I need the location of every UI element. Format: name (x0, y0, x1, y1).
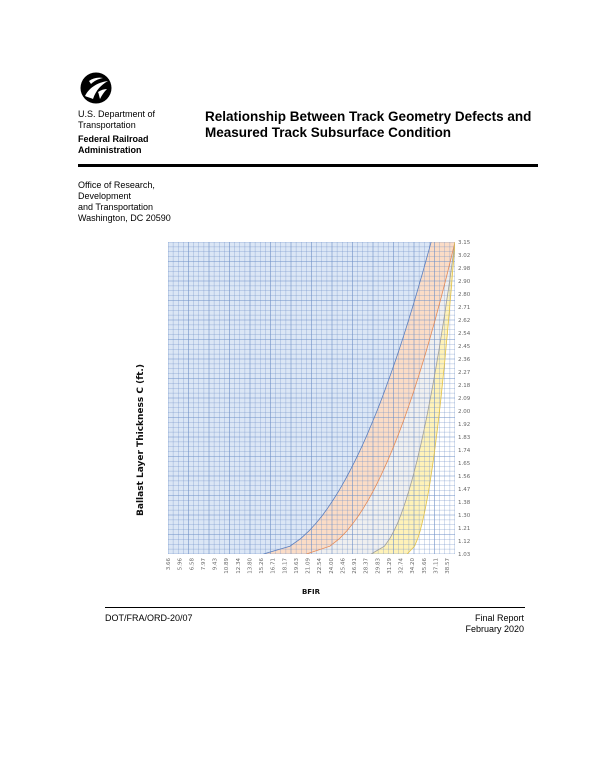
y-tick-label: 2.18 (458, 383, 471, 389)
report-title: Relationship Between Track Geometry Defects and Measured Track Subsurface Condition (205, 109, 532, 140)
header-divider (78, 164, 538, 167)
y-tick-label: 2.71 (458, 305, 471, 311)
report-date: February 2020 (465, 624, 524, 634)
x-tick-label: 7.97 (200, 558, 207, 571)
x-tick-label: 16.71 (270, 558, 277, 574)
x-tick-label: 19.63 (293, 558, 300, 574)
x-tick-label: 25.46 (340, 558, 347, 574)
dot-logo-icon (80, 72, 112, 104)
department-name: U.S. Department of Transportation (78, 109, 156, 130)
x-tick-label: 31.29 (386, 558, 393, 574)
y-tick-label: 2.98 (458, 266, 471, 272)
y-tick-label: 2.62 (458, 318, 471, 324)
y-tick-label: 3.02 (458, 253, 471, 259)
x-tick-label: 22.54 (317, 558, 324, 574)
y-tick-label: 3.15 (458, 240, 471, 246)
x-tick-label: 5.96 (177, 558, 184, 571)
y-tick-label: 1.65 (458, 461, 471, 467)
y-tick-label: 1.56 (458, 474, 471, 480)
footer-divider (105, 607, 525, 608)
office-line-3: Washington, DC 20590 (78, 213, 171, 223)
x-tick-label: 10.89 (224, 558, 231, 574)
report-type: Final Report (474, 613, 524, 623)
x-axis-label: BFIR (301, 588, 321, 596)
y-tick-label: 2.54 (458, 331, 471, 337)
y-tick-label: 2.90 (458, 279, 471, 285)
y-tick-label: 2.00 (458, 409, 471, 415)
x-tick-label: 18.17 (282, 558, 289, 574)
y-tick-label: 1.03 (458, 552, 471, 558)
office-line-2: and Transportation (78, 202, 154, 212)
y-tick-label: 1.12 (458, 539, 471, 545)
x-tick-label: 21.09 (305, 558, 312, 574)
x-tick-label: 37.11 (433, 558, 440, 574)
report-number: DOT/FRA/ORD-20/07 (105, 613, 193, 623)
x-tick-label: 35.66 (421, 558, 428, 574)
x-tick-label: 28.37 (363, 558, 370, 574)
y-tick-label: 2.45 (458, 344, 471, 350)
x-tick-label: 24.00 (328, 558, 335, 574)
x-tick-label: 34.20 (410, 558, 417, 574)
y-tick-label: 1.83 (458, 435, 471, 441)
x-tick-label: 26.91 (352, 558, 358, 574)
y-tick-label: 1.21 (458, 526, 471, 532)
y-tick-label: 2.27 (458, 370, 471, 376)
y-axis-label: Ballast Layer Thickness C (ft.) (136, 364, 146, 516)
x-tick-label: 38.57 (445, 558, 451, 574)
x-tick-label: 6.58 (189, 558, 196, 571)
x-tick-label: 32.74 (398, 558, 405, 574)
x-tick-label: 9.43 (212, 558, 219, 571)
y-tick-label: 1.47 (458, 487, 471, 493)
y-tick-label: 2.09 (458, 396, 471, 402)
y-tick-label: 1.38 (458, 500, 471, 506)
y-tick-label: 1.92 (458, 422, 471, 428)
office-address (78, 180, 198, 224)
x-tick-label: 15.26 (259, 558, 265, 574)
y-tick-label: 1.30 (458, 513, 471, 519)
agency-name: Federal Railroad Administration (78, 134, 149, 155)
office-line-1: Office of Research, Development (78, 180, 155, 201)
y-tick-label: 1.74 (458, 448, 471, 454)
y-tick-label: 2.36 (458, 357, 471, 363)
x-tick-label: 3.66 (166, 558, 172, 571)
x-tick-label: 12.34 (235, 558, 242, 574)
bfir-ballast-chart (120, 236, 480, 598)
y-tick-label: 2.80 (458, 292, 471, 298)
x-tick-label: 13.80 (247, 558, 254, 574)
x-tick-label: 29.83 (375, 558, 382, 574)
